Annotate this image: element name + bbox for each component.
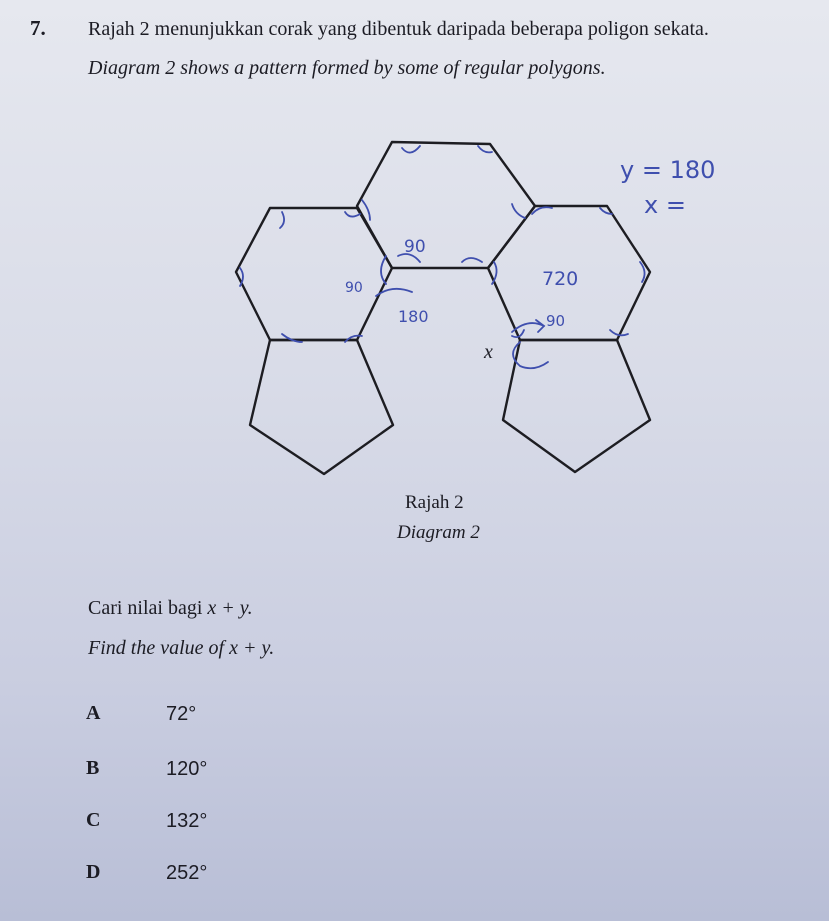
arc-arrow bbox=[536, 320, 544, 332]
option-d-letter: D bbox=[86, 861, 101, 883]
arc-mark-4 bbox=[512, 204, 525, 218]
prompt-english-expression: x + y. bbox=[229, 637, 275, 659]
arc-mark-7 bbox=[280, 212, 284, 228]
option-b-letter: B bbox=[86, 757, 100, 779]
option-b-value: 120° bbox=[166, 758, 208, 780]
hexagon-top bbox=[357, 142, 535, 268]
option-a-value: 72° bbox=[166, 703, 197, 725]
pentagon-right bbox=[503, 340, 650, 472]
question-number: 7. bbox=[30, 16, 46, 40]
arc-mark-5 bbox=[532, 207, 552, 214]
pentagon-left bbox=[250, 340, 393, 474]
prompt-malay-expression: x + y. bbox=[207, 597, 253, 619]
prompt-malay bbox=[88, 597, 253, 620]
angle-label-x: x bbox=[484, 341, 493, 363]
option-d-value: 252° bbox=[166, 862, 208, 884]
hexagon-left bbox=[236, 208, 392, 340]
option-a-letter: A bbox=[86, 702, 101, 724]
option-c-letter: C bbox=[86, 809, 101, 831]
arc-mark-12 bbox=[462, 258, 482, 262]
handwritten-y-note: y = 180 bbox=[620, 156, 716, 184]
option-c-value: 132° bbox=[166, 810, 208, 832]
handwritten-angle-180: 180 bbox=[398, 307, 429, 326]
handwritten-angle-720: 720 bbox=[542, 268, 579, 290]
prompt-english-text: Find the value of bbox=[88, 637, 225, 659]
question-text-malay: Rajah 2 menunjukkan corak yang dibentuk daripada beberapa poligon sekata. bbox=[88, 18, 709, 40]
arc-mark-14 bbox=[640, 262, 645, 282]
prompt-malay-text: Cari nilai bagi bbox=[88, 597, 203, 619]
handwritten-angle-90-b: 90 bbox=[345, 280, 363, 296]
arc-mark-2 bbox=[478, 146, 492, 152]
handwritten-x-note: x = bbox=[644, 191, 686, 219]
question-text-english: Diagram 2 shows a pattern formed by some of regular polygons. bbox=[88, 57, 606, 79]
arc-mark-1 bbox=[402, 146, 420, 153]
arc-mark-8 bbox=[345, 212, 360, 217]
handwritten-angle-90-c: 90 bbox=[546, 312, 566, 330]
prompt-english bbox=[88, 637, 274, 660]
diagram-caption-english: Diagram 2 bbox=[397, 522, 480, 543]
handwritten-angle-90-a: 90 bbox=[404, 237, 426, 257]
diagram-caption-malay: Rajah 2 bbox=[405, 492, 464, 513]
arc-mark-19 bbox=[610, 330, 628, 335]
